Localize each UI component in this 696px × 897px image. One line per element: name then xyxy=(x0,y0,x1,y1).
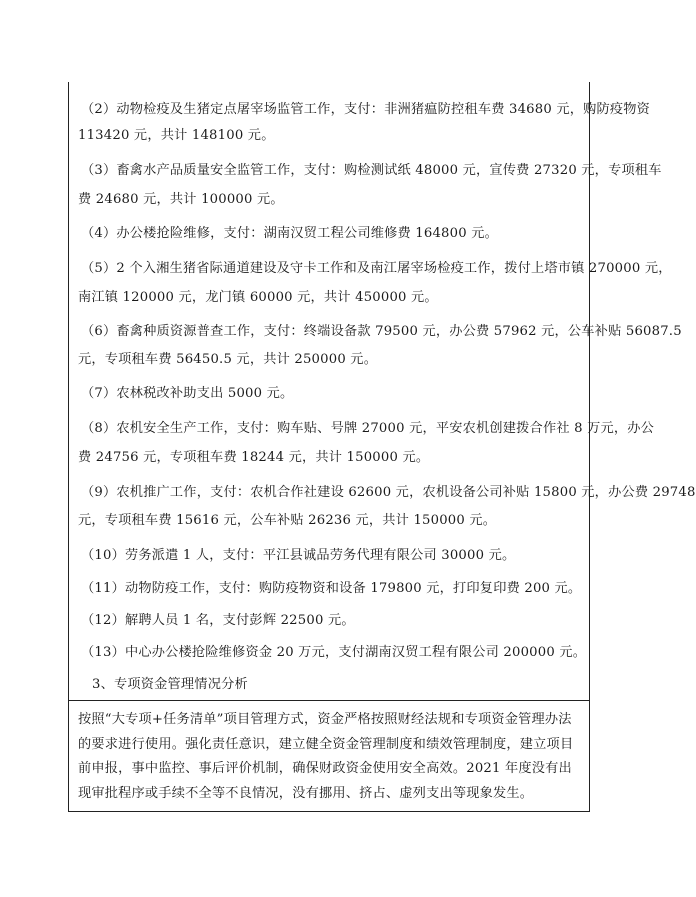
item-5-line-1: （5）2 个入湘生猪省际通道建设及守卡工作和及南江屠宰场检疫工作，拨付上塔市镇 270000 元， xyxy=(81,261,672,276)
item-12-line-1: （12）解聘人员 1 名，支付彭辉 22500 元。 xyxy=(81,613,355,628)
item-9-line-1: （9）农机推广工作，支付：农机合作社建设 62600 元，农机设备公司补贴 15800 元，办公费 29748 xyxy=(81,485,696,500)
item-3-line-2: 费 24680 元，共计 100000 元。 xyxy=(78,192,284,207)
item-8-line-2: 费 24756 元，专项租车费 18244 元，共计 150000 元。 xyxy=(78,450,430,465)
item-9-line-2: 元，专项租车费 15616 元，公车补贴 26236 元，共计 150000 元。 xyxy=(78,513,497,528)
item-11-line-1: （11）动物防疫工作，支付：购防疫物资和设备 179800 元，打印复印费 200 元。 xyxy=(81,581,582,596)
section-divider xyxy=(68,700,590,701)
item-3-line-1: （3）畜禽水产品质量安全监管工作，支付：购检测试纸 48000 元，宣传费 27320 元，专项租车 xyxy=(81,163,662,178)
item-2-line-1: （2）动物检疫及生猪定点屠宰场监管工作，支付：非洲猪瘟防控租车费 34680 元，购防疫物资 xyxy=(81,102,651,117)
item-13-line-1: （13）中心办公楼抢险维修资金 20 万元，支付湖南汉贸工程有限公司 200000 元。 xyxy=(81,645,587,660)
item-2-line-2: 113420 元，共计 148100 元。 xyxy=(78,128,275,143)
item-4-line-1: （4）办公楼抢险维修，支付：湖南汉贸工程公司维修费 164800 元。 xyxy=(81,226,498,241)
item-6-line-1: （6）畜禽种质资源普查工作，支付：终端设备款 79500 元，办公费 57962 元，公车补贴 56087.5 xyxy=(81,324,682,339)
section-3-heading: 3、专项资金管理情况分析 xyxy=(92,677,248,692)
section-3-paragraph: 按照“大专项+任务清单”项目管理方式，资金严格按照财经法规和专项资金管理办法的要求进行使用。强化责任意识，建立健全资金管理制度和绩效管理制度，建立项目前申报，事中监控、事后评价机制，确保财政资金使用安全高效。2021 年度没有出现审批程序或手续不全等不良情况，没有挪用、挤占、虚列支出等现象发生。 xyxy=(78,712,574,801)
item-6-line-2: 元，专项租车费 56450.5 元，共计 250000 元。 xyxy=(78,352,378,367)
item-8-line-1: （8）农机安全生产工作，支付：购车贴、号牌 27000 元，平安农机创建拨合作社 8 万元，办公 xyxy=(81,421,655,436)
item-7-line-1: （7）农林税改补助支出 5000 元。 xyxy=(81,386,294,401)
item-10-line-1: （10）劳务派遣 1 人，支付：平江县诚品劳务代理有限公司 30000 元。 xyxy=(81,548,516,563)
item-5-line-2: 南江镇 120000 元，龙门镇 60000 元，共计 450000 元。 xyxy=(78,290,438,305)
